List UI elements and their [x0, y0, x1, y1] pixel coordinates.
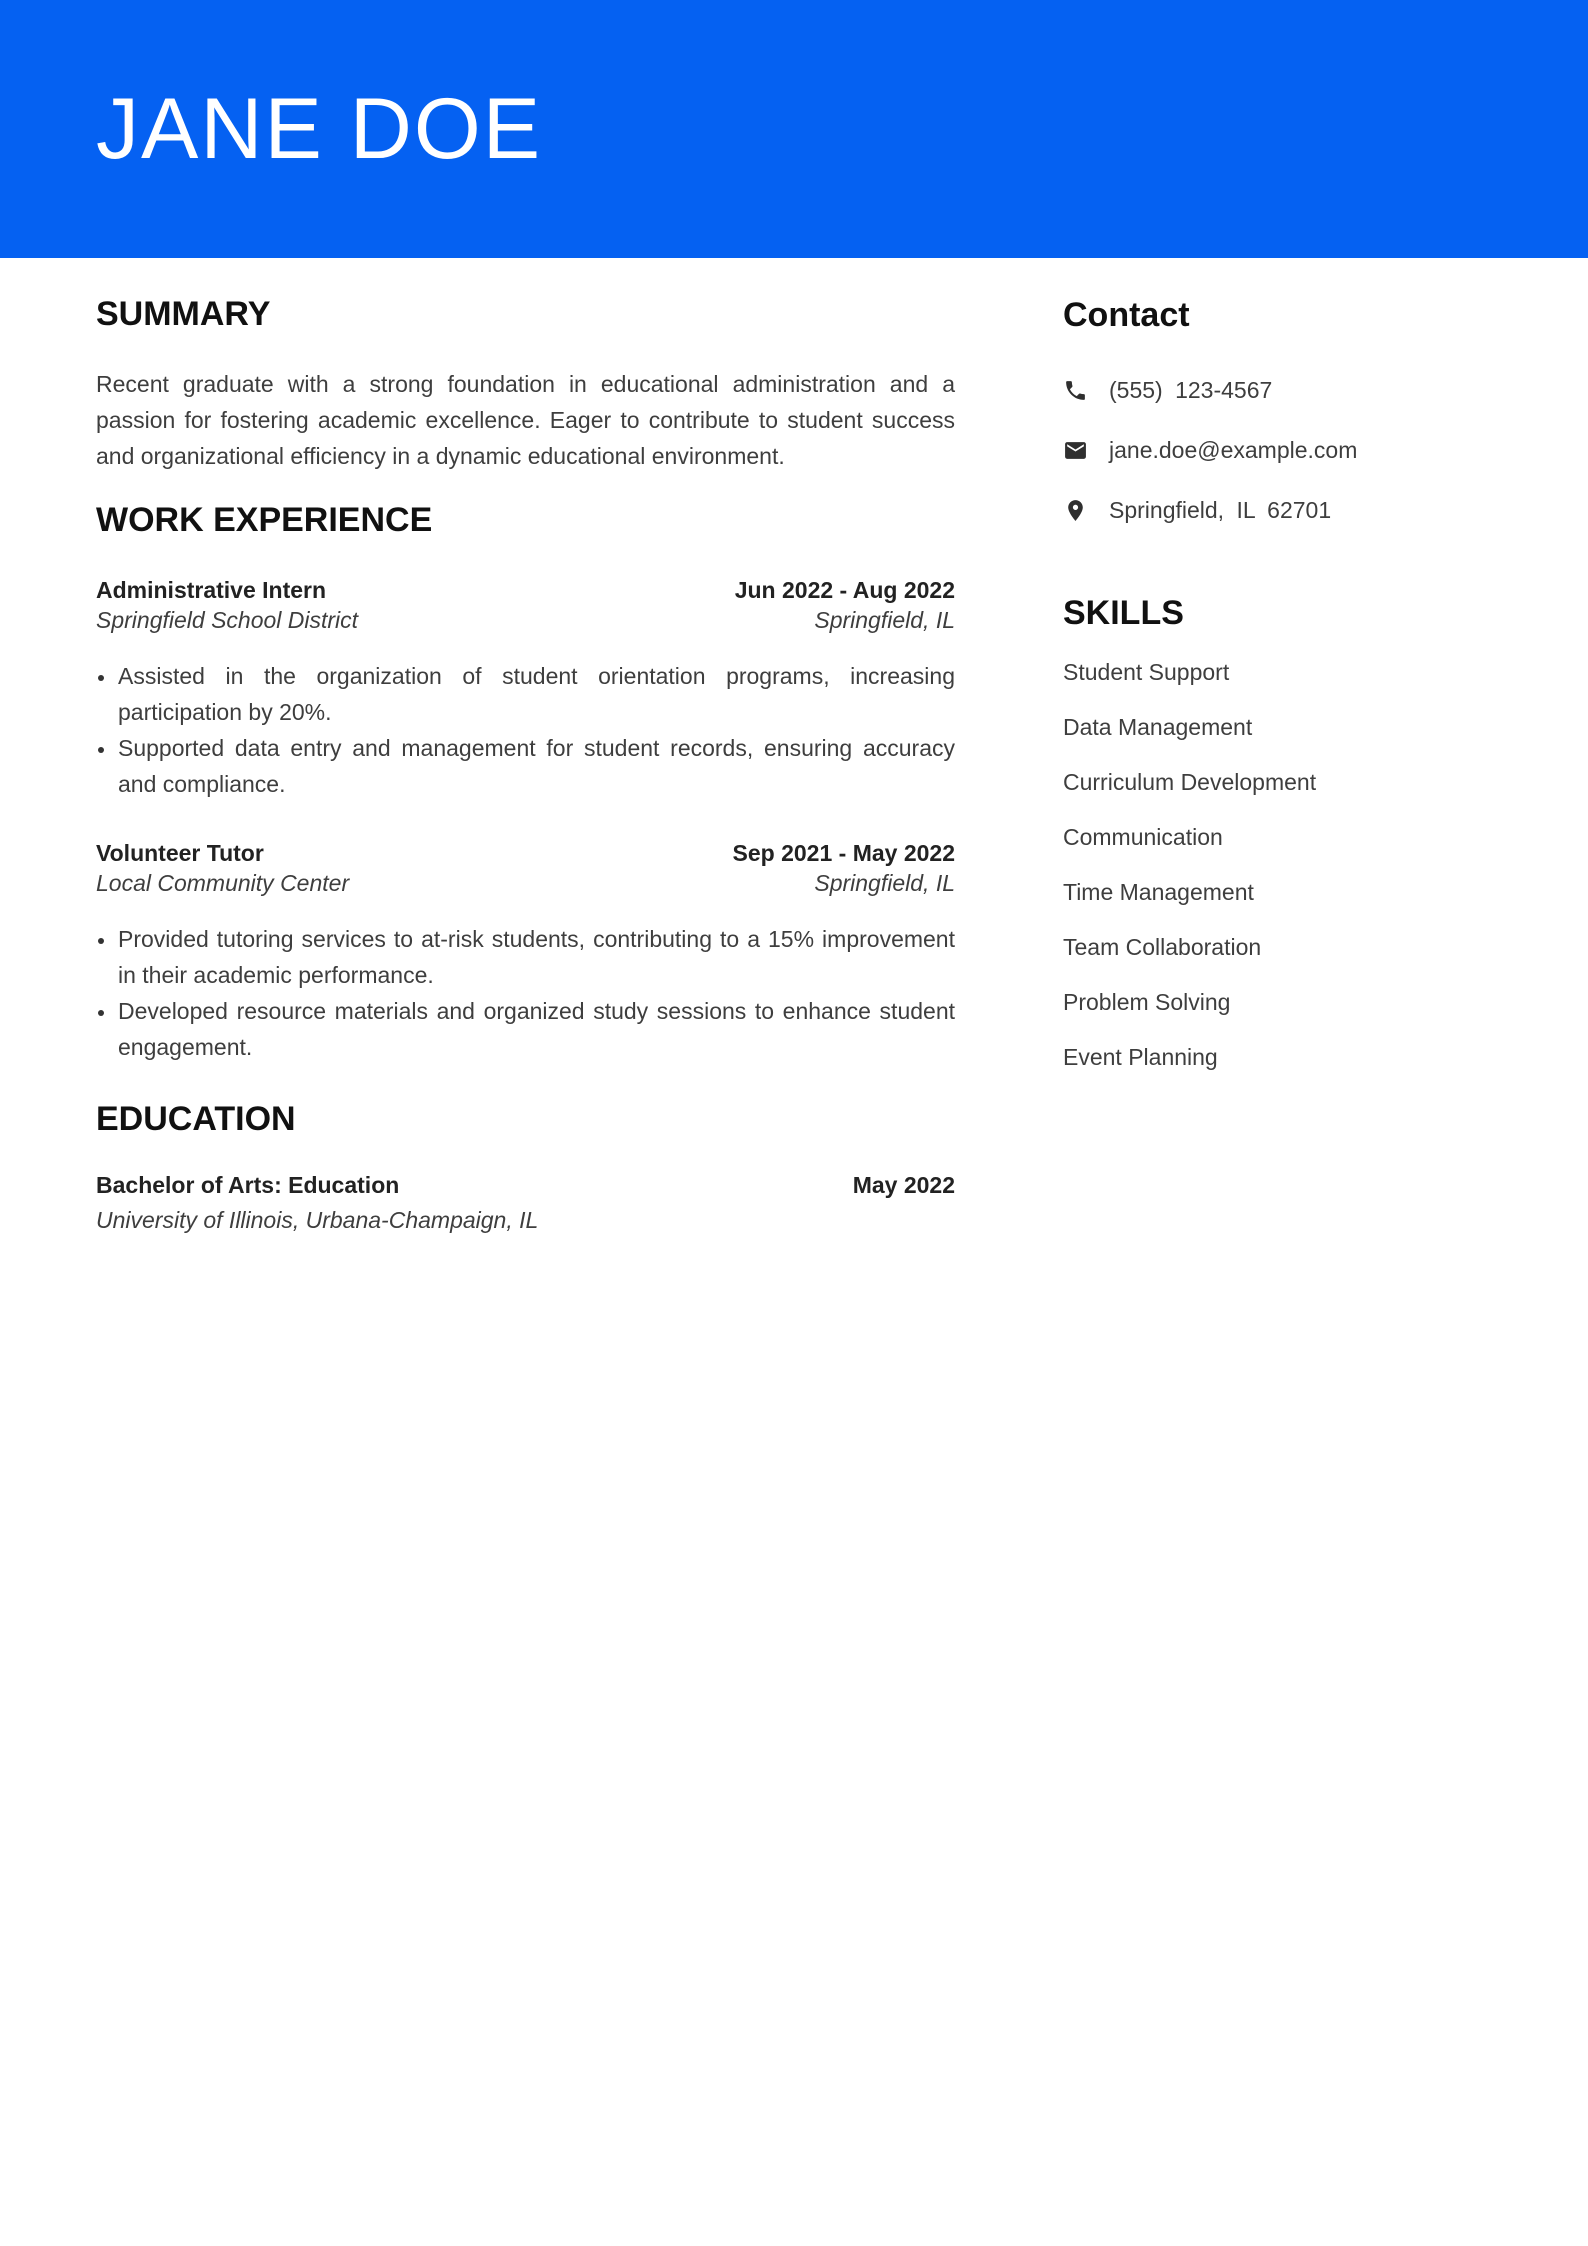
phone-icon — [1063, 378, 1088, 403]
education-entry — [96, 1170, 955, 1235]
summary-heading: SUMMARY — [96, 295, 271, 333]
job-dates: Sep 2021 - May 2022 — [732, 840, 955, 866]
job-title: Volunteer Tutor — [96, 840, 264, 866]
main-column — [96, 258, 955, 1235]
skills-list — [1063, 660, 1492, 1069]
job-header-row — [96, 838, 955, 868]
job-company: Local Community Center — [96, 870, 350, 896]
summary-text: Recent graduate with a strong foundation in educational administration and a passion for fostering academic excellence. Eager to contribute to student success and organizational efficiency in a dynamic educational environment. — [96, 371, 955, 469]
job-bullet: • Provided tutoring services to at-risk students, contributing to a 15% improvement in their academic performance. — [117, 921, 955, 993]
job-bullet: • Assisted in the organization of student orientation programs, increasing participation by 20%. — [117, 658, 955, 730]
job-header-row — [96, 575, 955, 605]
email-address: jane.doe@example.com — [1109, 437, 1358, 463]
skill-item: Data Management — [1063, 714, 1253, 740]
education-heading: EDUCATION — [96, 1100, 296, 1138]
skills-section — [1063, 596, 1492, 1069]
work-experience-section — [96, 503, 955, 1065]
header-banner — [0, 0, 1588, 258]
graduation-date: May 2022 — [852, 1172, 955, 1198]
skill-item: Event Planning — [1063, 1044, 1218, 1070]
job-location: Springfield, IL — [814, 870, 955, 896]
skill-item: Problem Solving — [1063, 989, 1231, 1015]
skill-item: Team Collaboration — [1063, 934, 1262, 960]
location-text: Springfield, IL 62701 — [1109, 497, 1332, 523]
job-subheader-row — [96, 868, 955, 898]
skill-item: Communication — [1063, 824, 1223, 850]
contact-item-phone — [1063, 377, 1492, 404]
candidate-name: JANE DOE — [96, 80, 543, 177]
contact-item-email — [1063, 437, 1492, 464]
job-company: Springfield School District — [96, 607, 359, 633]
job-entry — [96, 838, 955, 1065]
skills-heading: SKILLS — [1063, 594, 1184, 632]
job-bullet-list — [96, 658, 955, 802]
job-bullet-list — [96, 921, 955, 1065]
summary-section — [96, 297, 955, 474]
degree-title: Bachelor of Arts: Education — [96, 1172, 400, 1198]
sidebar-column — [1063, 258, 1492, 1235]
job-bullet: • Supported data entry and management for student records, ensuring accuracy and compliance. — [117, 730, 955, 802]
phone-number: (555) 123-4567 — [1109, 377, 1273, 403]
work-experience-heading: WORK EXPERIENCE — [96, 501, 433, 539]
education-header-row — [96, 1170, 955, 1200]
school-name: University of Illinois, Urbana-Champaign, IL — [96, 1207, 539, 1233]
email-icon — [1063, 438, 1088, 463]
job-dates: Jun 2022 - Aug 2022 — [734, 577, 955, 603]
contact-item-location — [1063, 497, 1492, 524]
job-title: Administrative Intern — [96, 577, 327, 603]
job-bullet: • Developed resource materials and organized study sessions to enhance student engagement. — [117, 993, 955, 1065]
skill-item: Time Management — [1063, 879, 1254, 905]
education-section — [96, 1102, 955, 1235]
school-row — [96, 1205, 955, 1235]
skill-item: Student Support — [1063, 659, 1230, 685]
skill-item: Curriculum Development — [1063, 769, 1317, 795]
job-subheader-row — [96, 605, 955, 635]
contact-heading: Contact — [1063, 296, 1190, 334]
contact-section — [1063, 298, 1492, 524]
location-icon — [1063, 498, 1088, 523]
job-entry — [96, 575, 955, 802]
resume-body — [0, 258, 1588, 1235]
job-location: Springfield, IL — [814, 607, 955, 633]
